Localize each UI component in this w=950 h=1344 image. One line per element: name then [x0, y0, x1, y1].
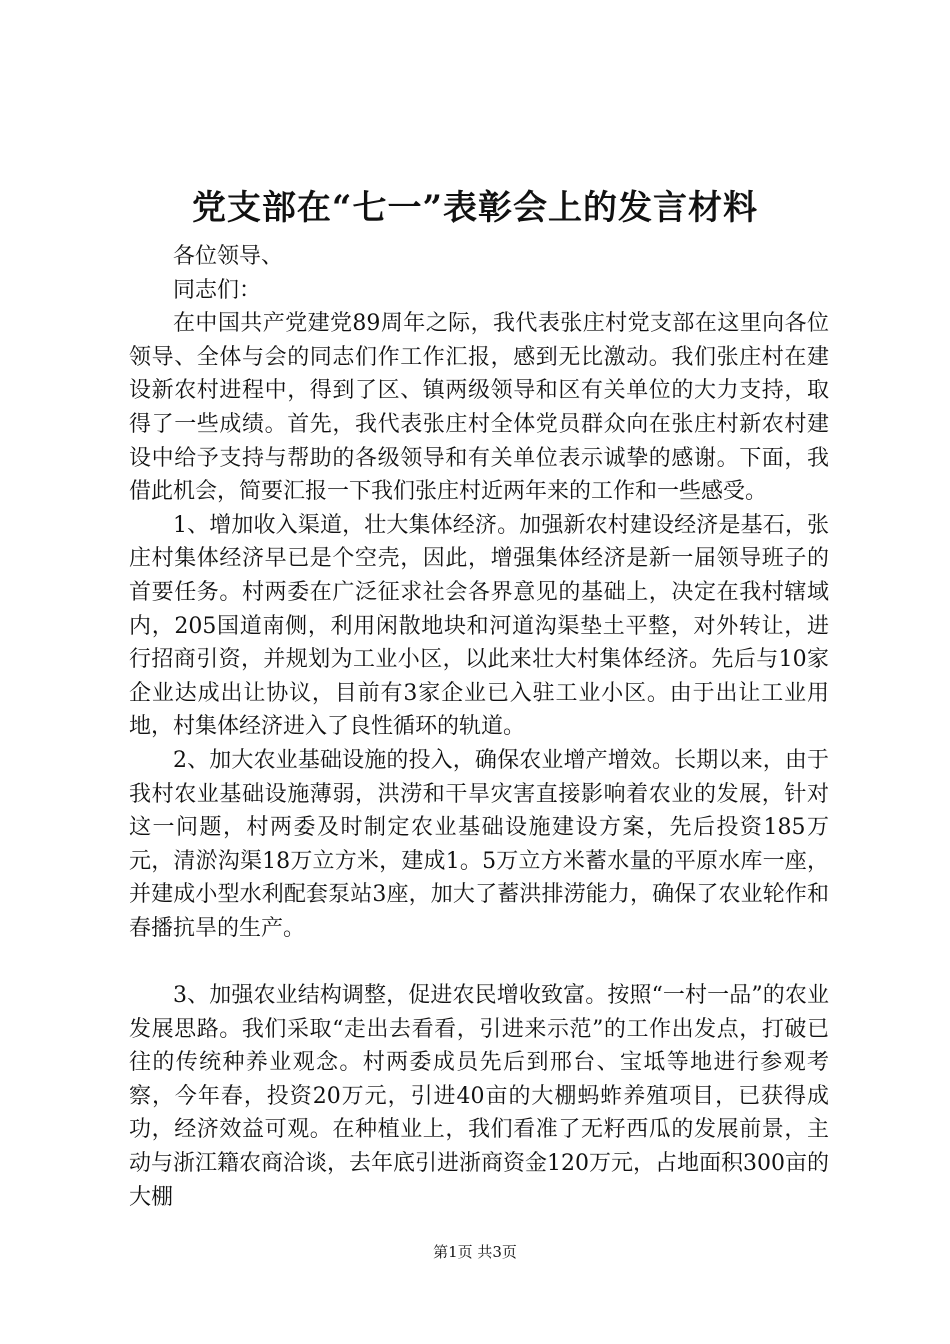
page-footer: 第1页 共3页 — [433, 1243, 517, 1261]
body-paragraph: 1、增加收入渠道，壮大集体经济。加强新农村建设经济是基石，张庄村集体经济早已是个空壳，因此，增强集体经济是新一届领导班子的首要任务。村两委在广泛征求社会各界意见的基础上，决定在我村辖域内，205国道南侧，利用闲散地块和河道沟渠垫土平整，对外转让，进行招商引资，并规划为工业小区，以此来壮大村集体经济。先后与10家企业达成出让协议，目前有3家企业已入驻工业小区。由于出让工业用地，村集体经济进入了良性循环的轨道。 — [129, 512, 829, 740]
body-paragraph: 在中国共产党建党89周年之际，我代表张庄村党支部在这里向各位领导、全体与会的同志们作工作汇报，感到无比激动。我们张庄村在建设新农村进程中，得到了区、镇两级领导和区有关单位的大力支持，取得了一些成绩。首先，我代表张庄村全体党员群众向在张庄村新农村建设中给予支持与帮助的各级领导和有关单位表示诚挚的感谢。下面，我借此机会，简要汇报一下我们张庄村近两年来的工作和一些感受。 — [129, 311, 829, 505]
document-title: 党支部在“七一”表彰会上的发言材料 — [191, 188, 759, 228]
document-body — [129, 240, 829, 1214]
body-paragraph: 2、加大农业基础设施的投入，确保农业增产增效。长期以来，由于我村农业基础设施薄弱，洪涝和干旱灾害直接影响着农业的发展，针对这一问题，村两委及时制定农业基础设施建设方案，先后投资185万元，清淤沟渠18万立方米，建成1。5万立方米蓄水量的平原水库一座，并建成小型水利配套泵站3座，加大了蓄洪排涝能力，确保了农业轮作和春播抗旱的生产。 — [129, 747, 829, 941]
salutation-line: 同志们： — [173, 277, 262, 303]
salutation-line: 各位领导、 — [173, 244, 284, 269]
body-paragraph: 3、加强农业结构调整，促进农民增收致富。按照“一村一品”的农业发展思路。我们采取“走出去看看，引进来示范”的工作出发点，打破已往的传统种养业观念。村两委成员先后到邢台、宝坻等地进行参观考察，今年春，投资20万元，引进40亩的大棚蚂蚱养殖项目，已获得成功，经济效益可观。在种植业上，我们看准了无籽西瓜的发展前景，主动与浙江籍农商洽谈，去年底引进浙商资金120万元，占地面积300亩的大棚 — [129, 983, 829, 1210]
